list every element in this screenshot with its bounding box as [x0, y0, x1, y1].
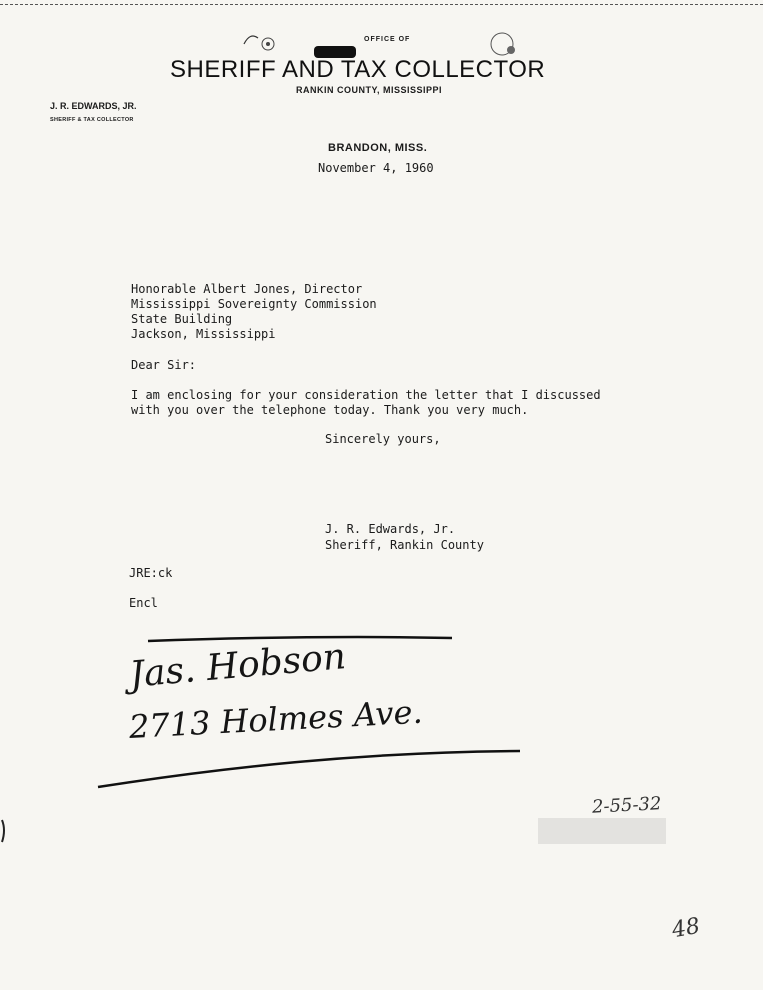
left-emblem-icon	[244, 36, 274, 50]
sheriff-title: SHERIFF & TAX COLLECTOR	[50, 117, 134, 123]
recipient-line-4: Jackson, Mississippi	[131, 327, 276, 341]
handwritten-address: 2713 Holmes Ave.	[128, 692, 424, 746]
handwritten-name: Jas. Hobson	[128, 636, 348, 696]
binding-mark	[2, 820, 4, 842]
lower-ink-stroke	[98, 751, 520, 787]
recipient-line-3: State Building	[131, 312, 233, 326]
dateline-date: November 4, 1960	[318, 161, 434, 175]
dateline-city: BRANDON, MISS.	[328, 142, 428, 154]
corner-mark: 48	[670, 913, 702, 944]
closing: Sincerely yours,	[325, 432, 441, 446]
recipient-line-1: Honorable Albert Jones, Director	[131, 282, 363, 296]
signature-title: Sheriff, Rankin County	[325, 538, 484, 552]
sheriff-name: J. R. EDWARDS, JR.	[50, 101, 137, 111]
salutation: Dear Sir:	[131, 358, 197, 372]
signature-name: J. R. Edwards, Jr.	[325, 522, 456, 536]
right-emblem-icon	[491, 33, 515, 55]
reference-initials: JRE:ck	[129, 566, 173, 580]
letterhead-county: RANKIN COUNTY, MISSISSIPPI	[296, 85, 443, 95]
body-line-2: with you over the telephone today. Thank you very much.	[131, 403, 529, 417]
body-line-1: I am enclosing for your consideration the letter that I discussed	[131, 388, 601, 402]
file-number: 2-55-32	[591, 793, 662, 818]
recipient-line-2: Mississippi Sovereignty Commission	[131, 297, 377, 311]
office-of-label: OFFICE OF	[364, 36, 411, 43]
enclosure-note: Encl	[129, 596, 158, 610]
faint-stamp-icon	[538, 818, 666, 844]
letterhead-title: SHERIFF AND TAX COLLECTOR	[170, 56, 546, 83]
